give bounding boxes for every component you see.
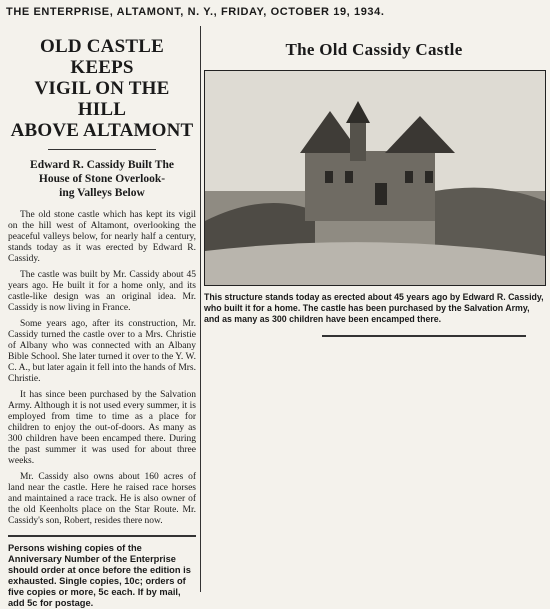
anniversary-notice: Persons wishing copies of the Anniversary Number of the Enterprise should order at once before the edition is exhausted. Single copies, 10c; orders of five copies or more, 5c each. If by mail, add 5c for postage. bbox=[8, 535, 196, 609]
castle-photo bbox=[204, 70, 546, 286]
subhead-line: ing Valleys Below bbox=[59, 187, 145, 199]
article-paragraph: The castle was built by Mr. Cassidy about 45 years ago. He built it for a home only, and its castle-like design was an original idea. Mr. Cassidy is now living in France. bbox=[8, 270, 196, 313]
article-paragraph: The old stone castle which has kept its vigil on the hill west of Altamont, overlooking the peaceful valleys below, for nearly half a century, stands today as it was erected by Edward R. Cassidy. bbox=[8, 210, 196, 264]
headline-line: ABOVE ALTAMONT bbox=[10, 120, 194, 141]
subhead-line: Edward R. Cassidy Built The bbox=[30, 159, 174, 171]
photo-title: The Old Cassidy Castle bbox=[285, 40, 463, 59]
article-subhead bbox=[8, 158, 196, 200]
masthead: THE ENTERPRISE, ALTAMONT, N. Y., FRIDAY, OCTOBER 19, 1934. bbox=[6, 6, 385, 18]
divider bbox=[322, 335, 526, 337]
headline-line: VIGIL ON THE HILL bbox=[34, 78, 170, 120]
divider bbox=[48, 149, 156, 150]
article-paragraph: Mr. Cassidy also owns about 160 acres of land near the castle. Here he raised race horses and maintained a race track. He is also owner of the old Keenholts place on the Star Route. Mr. Cassidy's son, Robert, resides there now. bbox=[8, 472, 196, 526]
castle-illustration bbox=[205, 71, 545, 285]
photo-caption: This structure stands today as erected about 45 years ago by Edward R. Cassidy, who built it for a home. The castle has been purchased by the Salvation Army, and as many as 300 children have been encamped there. bbox=[204, 292, 544, 324]
headline-line: OLD CASTLE KEEPS bbox=[40, 36, 164, 78]
article-paragraph: It has since been purchased by the Salvation Army. Although it is not used every summer, it is employed from time to time as a place for children to enjoy the out-of-doors. As many as 300 children have been encamped there. During the past summer it was used for about three weeks. bbox=[8, 390, 196, 466]
article-headline bbox=[8, 36, 196, 141]
photo-column bbox=[202, 26, 546, 366]
article-paragraph: Some years ago, after its construction, Mr. Cassidy turned the castle over to a Mrs. Christie of Albany who was connected with an Albany Bible School. She later turned it over to the Y. W. C. A., but later again it fell into the hands of Mrs. Christie. bbox=[8, 319, 196, 384]
subhead-line: House of Stone Overlook- bbox=[38, 173, 166, 185]
article-column bbox=[8, 26, 201, 608]
